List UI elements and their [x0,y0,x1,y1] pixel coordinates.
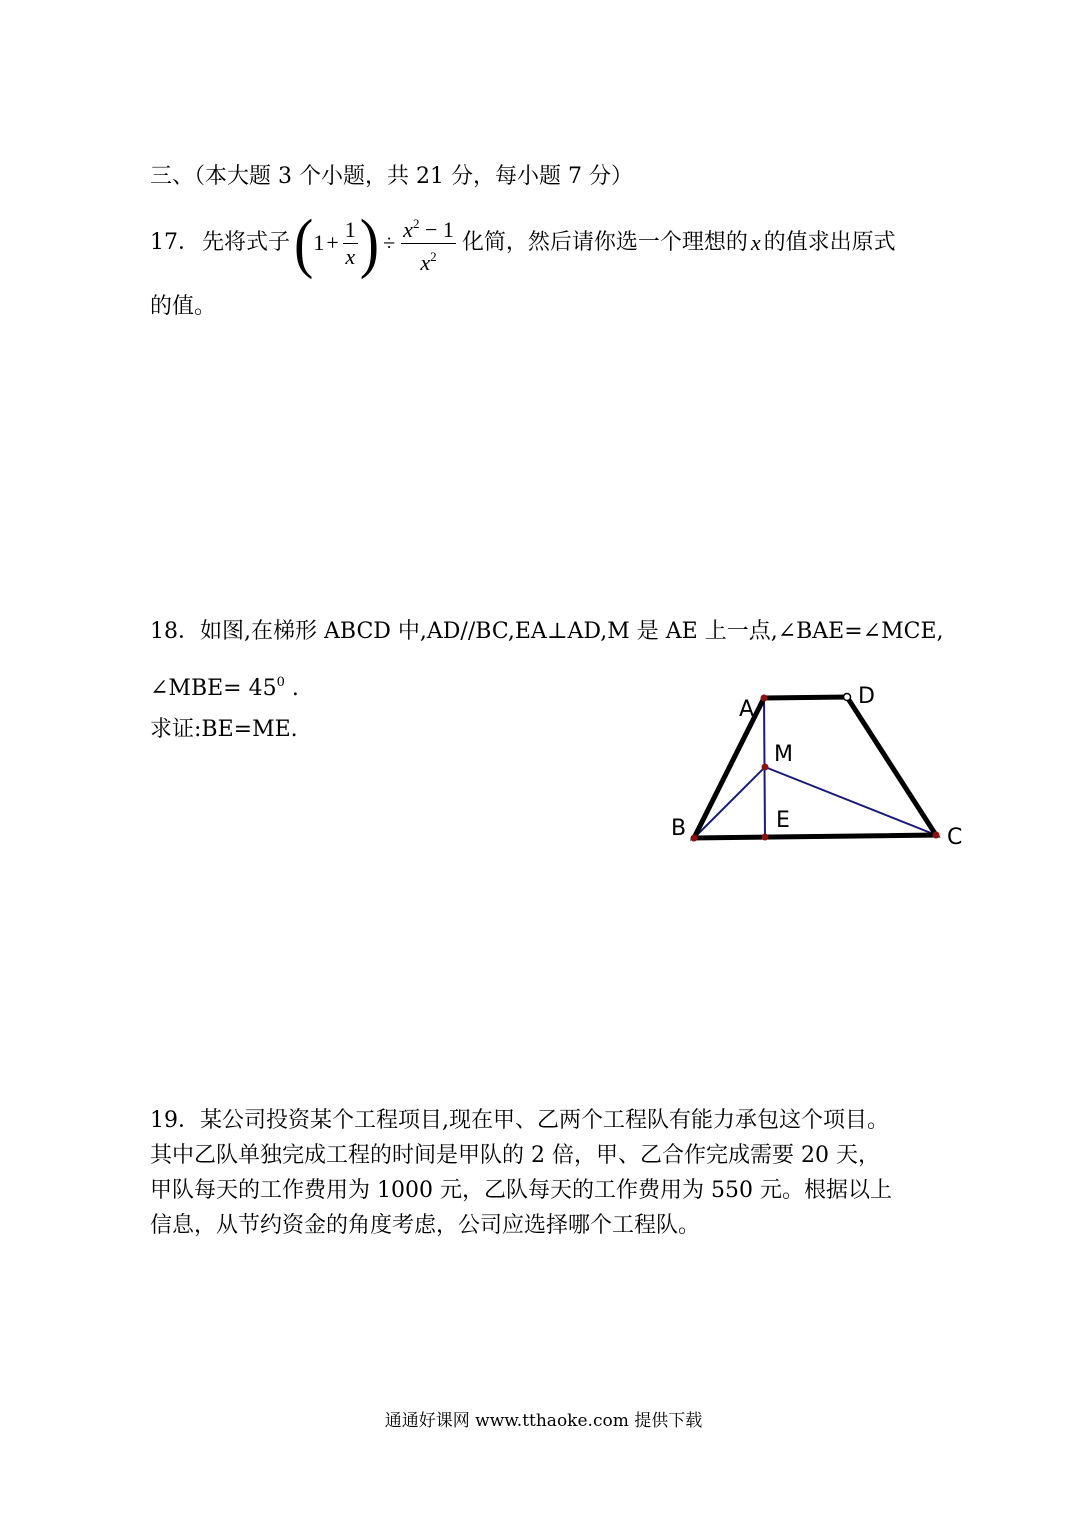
q18-line2: ∠MBE= $45^0$ . [150,675,299,701]
label-D: D [858,684,875,709]
label-A: A [739,697,755,722]
section-header: 三、（本大题 3 个小题，共 21 分，每小题 7 分） [150,164,633,189]
formula-divide: ÷ [383,230,396,255]
segment-MC [765,767,936,835]
q19-line: 其中乙队单独完成工程的时间是甲队的 2 倍，甲、乙合作完成需要 20 天， [150,1143,880,1168]
formula-one: 1 [313,230,325,255]
point-A [761,695,768,702]
point-C [933,832,940,839]
fraction-2 [401,211,456,276]
fraction-1-numerator: 1 [344,216,356,242]
q18-line1: 18．如图,在梯形 ABCD 中,AD//BC,EA⊥AD,M 是 AE 上一点,∠BAE=∠MCE, [150,619,944,644]
fraction-2-denominator: $x^2$ [420,248,437,275]
question-19 [150,1103,970,1243]
q17-variable: x [750,230,761,255]
label-B: B [671,816,687,841]
point-E [762,834,769,841]
point-D [844,694,851,701]
q17-number: 17． [150,230,200,255]
trapezoid-figure [660,675,980,875]
segment-BM [694,767,765,838]
q17-intro: 先将式子 [202,230,291,255]
label-M: M [774,742,793,767]
right-paren: ) [359,205,380,280]
left-paren: ( [294,205,314,280]
point-M [762,764,769,771]
q17-end: 的值求出原式 [763,230,896,255]
question-17 [150,205,896,280]
q17-formula [294,205,458,280]
q18-line3: 求证:BE=ME. [150,717,298,742]
q17-after-formula: 化简，然后请你选一个理想的 [461,230,748,255]
q19-line: 信息，从节约资金的角度考虑，公司应选择哪个工程队。 [150,1213,701,1238]
q19-line: 19．某公司投资某个工程项目,现在甲、乙两个工程队有能力承包这个项目。 [150,1108,889,1133]
fraction-2-numerator: $x^2 - 1$ [401,211,456,244]
q19-line: 甲队每天的工作费用为 1000 元，乙队每天的工作费用为 550 元。根据以上 [150,1178,892,1203]
label-E: E [776,808,790,833]
footer: 通通好课网 www.tthaoke.com 提供下载 [384,1411,703,1431]
formula-plus: + [326,230,339,255]
trapezoid-ABCD [694,697,936,838]
label-C: C [947,825,963,850]
fraction-1 [343,217,358,270]
q17-line2: 的值。 [150,294,217,319]
fraction-1-denominator: x [345,243,356,269]
point-B [691,835,698,842]
